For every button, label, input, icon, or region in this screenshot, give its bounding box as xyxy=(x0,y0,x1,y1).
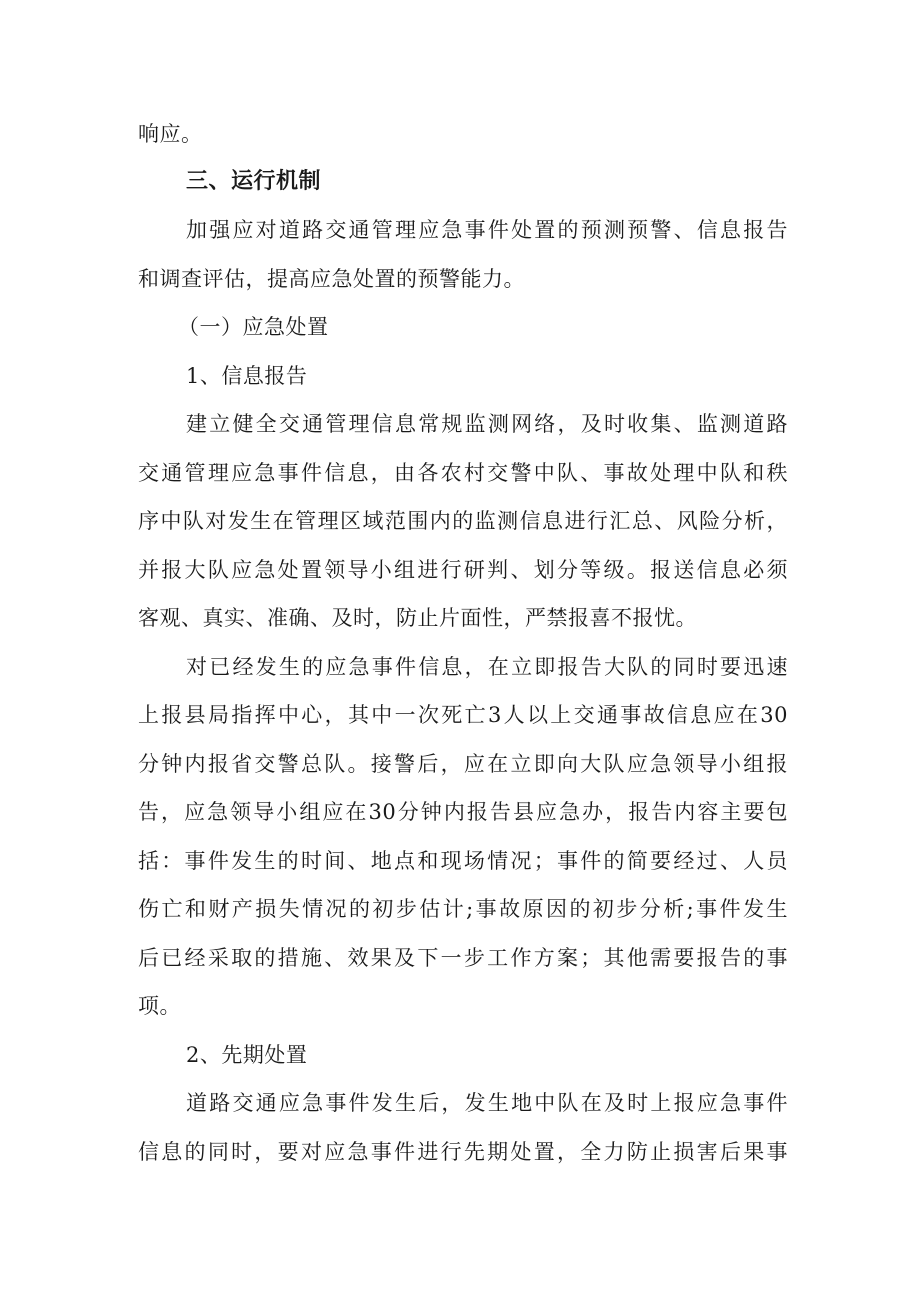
text-line: 和调查评估，提高应急处置的预警能力。 xyxy=(138,267,525,291)
text-line: 并报大队应急处置领导小组进行研判、划分等级。报送信息必须 xyxy=(138,558,788,582)
text-line: 道路交通应急事件发生后，发生地中队在及时上报应急事件 xyxy=(186,1091,788,1115)
text-line: 序中队对发生在管理区域范围内的监测信息进行汇总、风险分析， xyxy=(138,509,788,533)
section-heading: 三、运行机制 xyxy=(186,169,322,194)
text-line: 对已经发生的应急事件信息，在立即报告大队的同时要迅速 xyxy=(186,655,788,679)
text-line: 客观、真实、准确、及时，防止片面性，严禁报喜不报忧。 xyxy=(138,606,697,630)
subsection-heading: （一）应急处置 xyxy=(178,315,329,339)
subsection-heading: 1、信息报告 xyxy=(186,364,308,388)
text-line: 响应。 xyxy=(138,122,203,146)
text-line: 伤亡和财产损失情况的初步估计;事故原因的初步分析;事件发生 xyxy=(138,897,788,921)
text-line: 分钟内报省交警总队。接警后，应在立即向大队应急领导小组报 xyxy=(138,752,788,776)
text-line: 交通管理应急事件信息，由各农村交警中队、事故处理中队和秩 xyxy=(138,461,788,485)
text-line: 上报县局指挥中心，其中一次死亡3人以上交通事故信息应在30 xyxy=(138,703,788,727)
text-line: 信息的同时，要对应急事件进行先期处置，全力防止损害后果事 xyxy=(138,1140,788,1164)
text-line: 括：事件发生的时间、地点和现场情况；事件的简要经过、人员 xyxy=(138,849,788,873)
text-line: 告，应急领导小组应在30分钟内报告县应急办，报告内容主要包 xyxy=(138,800,788,824)
text-line: 后已经采取的措施、效果及下一步工作方案；其他需要报告的事 xyxy=(138,946,788,970)
text-line: 建立健全交通管理信息常规监测网络，及时收集、监测道路 xyxy=(186,412,788,436)
text-line: 项。 xyxy=(138,994,181,1018)
text-line: 加强应对道路交通管理应急事件处置的预测预警、信息报告 xyxy=(186,218,788,242)
subsection-heading: 2、先期处置 xyxy=(186,1043,308,1067)
